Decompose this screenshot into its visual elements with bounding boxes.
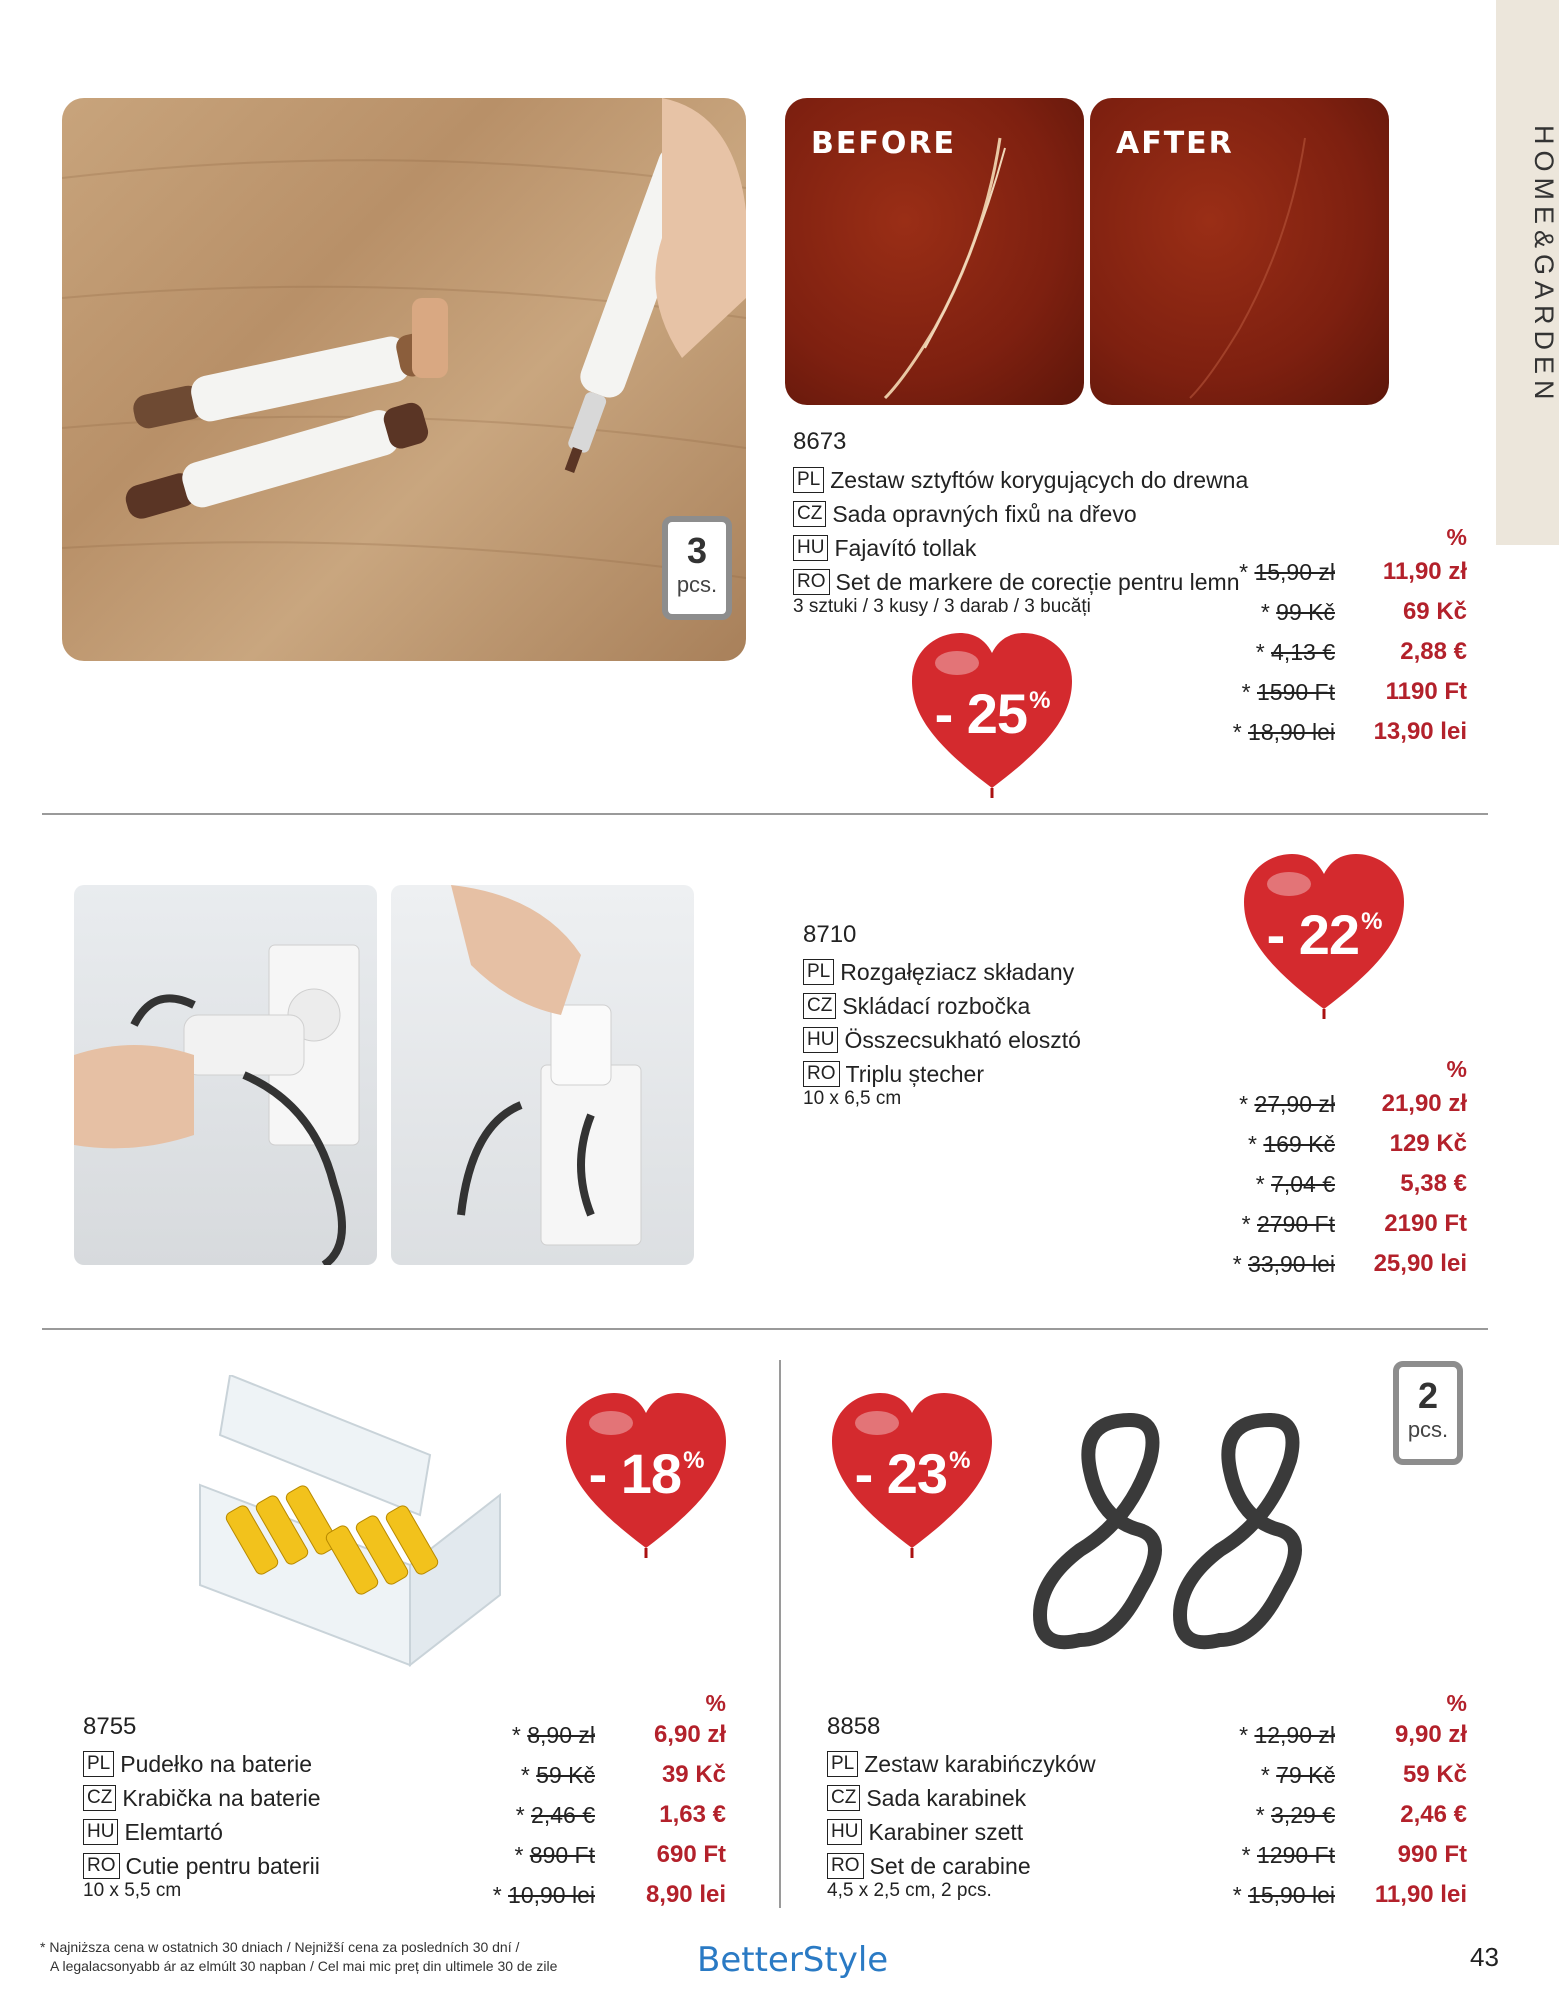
old-price-value: 59 Kč bbox=[536, 1762, 595, 1788]
description-row bbox=[803, 1021, 1081, 1055]
old-price-value: 4,13 € bbox=[1271, 639, 1335, 665]
old-price-ron: * 33,90 lei bbox=[1232, 1251, 1335, 1277]
after-photo bbox=[1090, 98, 1389, 405]
new-price-eur: 5,38 € bbox=[1400, 1170, 1467, 1197]
old-price-value: 33,90 lei bbox=[1248, 1251, 1335, 1277]
description-text: Zestaw karabińczyków bbox=[864, 1750, 1096, 1777]
old-price-value: 3,29 € bbox=[1271, 1802, 1335, 1828]
old-price-czk: * 169 Kč bbox=[1248, 1131, 1335, 1157]
description-row bbox=[803, 1055, 1081, 1089]
percent-column-header: % bbox=[1446, 1690, 1467, 1716]
battery-box-photo bbox=[190, 1375, 510, 1670]
description-row bbox=[83, 1745, 321, 1779]
lang-tag: HU bbox=[827, 1819, 862, 1845]
discount-percent-sign: % bbox=[949, 1447, 970, 1474]
wood-markers-illustration bbox=[62, 98, 746, 661]
lang-tag: RO bbox=[83, 1853, 120, 1879]
description-text: Sada opravných fixů na dřevo bbox=[832, 500, 1137, 527]
old-price-column bbox=[460, 1715, 595, 1915]
old-price-huf: * 1290 Ft bbox=[1241, 1842, 1335, 1868]
new-price-huf: 1190 Ft bbox=[1385, 678, 1467, 705]
old-price-value: 79 Kč bbox=[1276, 1762, 1335, 1788]
wood-markers-photo bbox=[62, 98, 746, 661]
old-price-value: 27,90 zł bbox=[1254, 1091, 1335, 1117]
lang-tag: CZ bbox=[793, 501, 826, 527]
old-price-eur: * 7,04 € bbox=[1255, 1171, 1335, 1197]
description-row bbox=[827, 1813, 1096, 1847]
discount-percent-sign: % bbox=[683, 1447, 704, 1474]
lang-tag: CZ bbox=[83, 1785, 116, 1811]
description-text: Fajavító tollak bbox=[834, 534, 977, 561]
description-row bbox=[83, 1847, 321, 1881]
description-text: Zestaw sztyftów korygujących do drewna bbox=[830, 466, 1249, 493]
new-price-huf: 690 Ft bbox=[656, 1841, 726, 1868]
lang-tag: RO bbox=[793, 569, 830, 595]
category-tab[interactable] bbox=[1496, 0, 1559, 545]
discount-heart-badge bbox=[912, 633, 1072, 803]
qty-unit: pcs. bbox=[1407, 1417, 1449, 1442]
old-price-value: 15,90 lei bbox=[1248, 1882, 1335, 1908]
discount-heart-badge bbox=[566, 1393, 726, 1563]
description-text: Cutie pentru baterii bbox=[125, 1852, 320, 1879]
discount-heart-badge bbox=[832, 1393, 992, 1563]
old-price-huf: * 1590 Ft bbox=[1241, 679, 1335, 705]
description-text: Sada karabinek bbox=[866, 1784, 1027, 1811]
new-price-czk: 39 Kč bbox=[661, 1761, 726, 1788]
old-price-column bbox=[1200, 552, 1335, 752]
old-price-value: 10,90 lei bbox=[508, 1882, 595, 1908]
category-tab-label: HOME&GARDEN bbox=[1529, 125, 1559, 406]
description-row bbox=[793, 529, 1248, 563]
old-price-eur: * 4,13 € bbox=[1255, 639, 1335, 665]
new-price-eur: 2,88 € bbox=[1400, 638, 1467, 665]
description-row bbox=[793, 563, 1248, 597]
product-dimensions: 10 x 6,5 cm bbox=[803, 1088, 902, 1109]
new-price-ron: 13,90 lei bbox=[1373, 718, 1467, 745]
old-price-czk: * 79 Kč bbox=[1260, 1762, 1335, 1788]
lang-tag: PL bbox=[793, 467, 824, 493]
new-price-ron: 8,90 lei bbox=[645, 1881, 726, 1908]
new-price-pln: 21,90 zł bbox=[1381, 1090, 1467, 1117]
new-price-pln: 9,90 zł bbox=[1394, 1721, 1467, 1748]
product-description-list bbox=[803, 953, 1081, 1089]
description-text: Skládací rozbočka bbox=[842, 992, 1031, 1019]
footnote-line: A legalacsonyabb ár az elmúlt 30 napban / Cel mai mic preț din ultimele 30 de zile bbox=[50, 1958, 558, 1974]
discount-heart-badge bbox=[1244, 854, 1404, 1024]
old-price-value: 18,90 lei bbox=[1248, 719, 1335, 745]
old-price-czk: * 99 Kč bbox=[1260, 599, 1335, 625]
new-price-czk: 129 Kč bbox=[1389, 1130, 1467, 1157]
before-label: BEFORE bbox=[811, 126, 956, 161]
page-number: 43 bbox=[1470, 1942, 1499, 1972]
old-price-column bbox=[1200, 1715, 1335, 1915]
old-price-value: 169 Kč bbox=[1263, 1131, 1335, 1157]
old-price-column bbox=[1200, 1084, 1335, 1284]
discount-value: - 22 bbox=[1266, 903, 1360, 966]
old-price-value: 2,46 € bbox=[531, 1802, 595, 1828]
description-text: Pudełko na baterie bbox=[120, 1750, 313, 1777]
old-price-value: 12,90 zł bbox=[1254, 1722, 1335, 1748]
qty-badge bbox=[662, 516, 732, 620]
product-code: 8710 bbox=[803, 921, 857, 948]
lang-tag: PL bbox=[803, 959, 834, 985]
description-row bbox=[793, 461, 1248, 495]
old-price-value: 7,04 € bbox=[1271, 1171, 1335, 1197]
new-price-pln: 6,90 zł bbox=[653, 1721, 726, 1748]
new-price-huf: 2190 Ft bbox=[1384, 1210, 1467, 1237]
lang-tag: CZ bbox=[827, 1785, 860, 1811]
before-photo bbox=[785, 98, 1084, 405]
description-text: Triplu ștecher bbox=[845, 1060, 984, 1087]
splitter-illustration-1 bbox=[74, 885, 377, 1265]
discount-percent-sign: % bbox=[1361, 908, 1382, 935]
discount-label bbox=[566, 1441, 726, 1506]
lang-tag: RO bbox=[827, 1853, 864, 1879]
description-text: Rozgałęziacz składany bbox=[840, 958, 1075, 985]
new-price-pln: 11,90 zł bbox=[1382, 558, 1467, 585]
old-price-pln: * 8,90 zł bbox=[511, 1722, 595, 1748]
new-price-eur: 2,46 € bbox=[1400, 1801, 1467, 1828]
price-footnote bbox=[40, 1938, 600, 1976]
brand-logo: BetterStyle bbox=[697, 1940, 889, 1980]
discount-value: - 23 bbox=[854, 1442, 948, 1505]
product-dimensions: 3 sztuki / 3 kusy / 3 darab / 3 bucăți bbox=[793, 596, 1091, 617]
discount-value: - 25 bbox=[934, 682, 1028, 745]
old-price-value: 1590 Ft bbox=[1257, 679, 1335, 705]
old-price-value: 8,90 zł bbox=[527, 1722, 595, 1748]
old-price-value: 99 Kč bbox=[1276, 599, 1335, 625]
qty-badge bbox=[1393, 1361, 1463, 1465]
description-row bbox=[827, 1779, 1096, 1813]
product-dimensions: 10 x 5,5 cm bbox=[83, 1880, 182, 1901]
discount-label bbox=[1244, 902, 1404, 967]
description-row bbox=[83, 1779, 321, 1813]
lang-tag: CZ bbox=[803, 993, 836, 1019]
new-price-czk: 59 Kč bbox=[1402, 1761, 1467, 1788]
lang-tag: RO bbox=[803, 1061, 840, 1087]
old-price-pln: * 27,90 zł bbox=[1239, 1091, 1335, 1117]
old-price-ron: * 10,90 lei bbox=[492, 1882, 595, 1908]
product-description-list bbox=[793, 461, 1248, 597]
marker-cap bbox=[412, 298, 448, 378]
carabiner-photo bbox=[1020, 1400, 1340, 1660]
battery-box-illustration bbox=[190, 1375, 510, 1670]
section-divider bbox=[42, 813, 1488, 815]
old-price-czk: * 59 Kč bbox=[520, 1762, 595, 1788]
percent-column-header: % bbox=[1446, 1056, 1467, 1082]
description-text: Összecsukható elosztó bbox=[844, 1026, 1081, 1053]
old-price-value: 1290 Ft bbox=[1257, 1842, 1335, 1868]
old-price-eur: * 2,46 € bbox=[515, 1802, 595, 1828]
description-row bbox=[827, 1745, 1096, 1779]
splitter-photo-1 bbox=[74, 885, 377, 1265]
discount-label bbox=[832, 1441, 992, 1506]
new-price-column bbox=[600, 1715, 726, 1915]
product-code: 8755 bbox=[83, 1713, 137, 1740]
old-price-value: 15,90 zł bbox=[1254, 559, 1335, 585]
footnote-line: * Najniższa cena w ostatnich 30 dniach / Nejnižší cena za posledních 30 dní / bbox=[40, 1939, 520, 1955]
product-code: 8858 bbox=[827, 1713, 881, 1740]
product-dimensions: 4,5 x 2,5 cm, 2 pcs. bbox=[827, 1880, 992, 1901]
product-description-list bbox=[827, 1745, 1096, 1881]
percent-column-header: % bbox=[705, 1690, 726, 1716]
description-row bbox=[803, 953, 1081, 987]
product-code: 8673 bbox=[793, 428, 847, 455]
hand bbox=[655, 98, 746, 358]
percent-column-header: % bbox=[1446, 524, 1467, 550]
discount-percent-sign: % bbox=[1029, 687, 1050, 714]
lang-tag: PL bbox=[83, 1751, 114, 1777]
old-price-huf: * 890 Ft bbox=[514, 1842, 595, 1868]
new-price-ron: 25,90 lei bbox=[1373, 1250, 1467, 1277]
discount-label bbox=[912, 681, 1072, 746]
description-row bbox=[83, 1813, 321, 1847]
product-description-list bbox=[83, 1745, 321, 1881]
description-row bbox=[803, 987, 1081, 1021]
lang-tag: HU bbox=[83, 1819, 118, 1845]
description-text: Krabička na baterie bbox=[122, 1784, 321, 1811]
description-text: Karabiner szett bbox=[868, 1818, 1024, 1845]
discount-value: - 18 bbox=[588, 1442, 682, 1505]
description-row bbox=[793, 495, 1248, 529]
old-price-ron: * 18,90 lei bbox=[1232, 719, 1335, 745]
description-text: Set de carabine bbox=[869, 1852, 1031, 1879]
old-price-value: 890 Ft bbox=[529, 1842, 595, 1868]
carabiner-illustration bbox=[1020, 1400, 1340, 1660]
splitter-illustration-2 bbox=[391, 885, 694, 1265]
splitter-photo-2 bbox=[391, 885, 694, 1265]
new-price-czk: 69 Kč bbox=[1402, 598, 1467, 625]
old-price-huf: * 2790 Ft bbox=[1241, 1211, 1335, 1237]
description-text: Elemtartó bbox=[124, 1818, 223, 1845]
new-price-ron: 11,90 lei bbox=[1374, 1881, 1467, 1908]
new-price-column bbox=[1340, 1715, 1467, 1915]
old-price-pln: * 15,90 zł bbox=[1239, 559, 1335, 585]
lang-tag: PL bbox=[827, 1751, 858, 1777]
old-price-eur: * 3,29 € bbox=[1255, 1802, 1335, 1828]
after-label: AFTER bbox=[1116, 126, 1234, 161]
qty-number: 3 bbox=[686, 530, 708, 571]
old-price-value: 2790 Ft bbox=[1257, 1211, 1335, 1237]
description-row bbox=[827, 1847, 1096, 1881]
new-price-column bbox=[1340, 552, 1467, 752]
new-price-eur: 1,63 € bbox=[659, 1801, 726, 1828]
section-divider bbox=[42, 1328, 1488, 1330]
old-price-pln: * 12,90 zł bbox=[1239, 1722, 1335, 1748]
description-text: Set de markere de corecție pentru lemn bbox=[835, 568, 1240, 595]
qty-unit: pcs. bbox=[676, 572, 718, 597]
new-price-column bbox=[1340, 1084, 1467, 1284]
lang-tag: HU bbox=[793, 535, 828, 561]
lang-tag: HU bbox=[803, 1027, 838, 1053]
old-price-ron: * 15,90 lei bbox=[1232, 1882, 1335, 1908]
new-price-huf: 990 Ft bbox=[1397, 1841, 1467, 1868]
column-divider bbox=[779, 1360, 781, 1908]
qty-number: 2 bbox=[1417, 1375, 1439, 1416]
